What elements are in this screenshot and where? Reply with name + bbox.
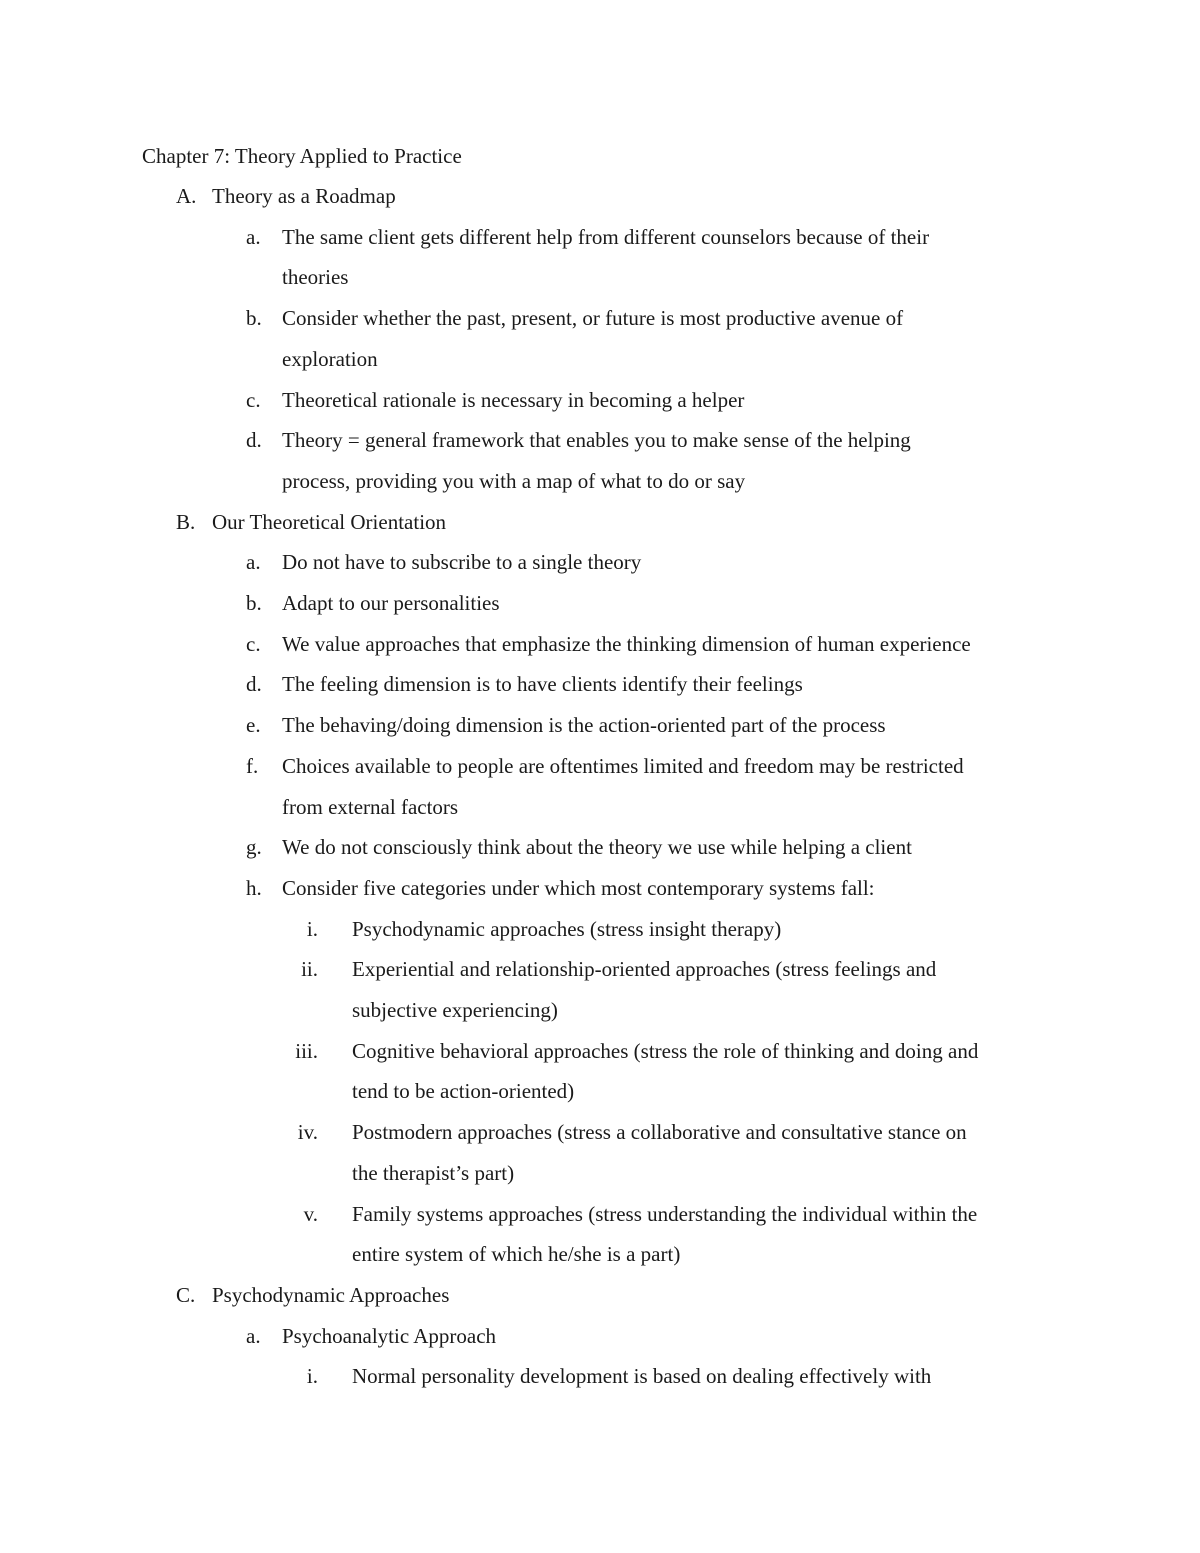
sublist-item-text: the therapist’s part) <box>352 1160 515 1185</box>
list-item-marker: f. <box>246 753 259 778</box>
list-item-text: Consider five categories under which most contemporary systems fall: <box>282 875 875 900</box>
list-item-text: Theoretical rationale is necessary in becoming a helper <box>282 387 745 412</box>
sublist-item-marker: ii. <box>301 957 318 982</box>
list-item-text: Adapt to our personalities <box>282 591 500 615</box>
list-item-marker: d. <box>246 672 262 697</box>
sublist-item-text: Psychodynamic approaches (stress insight therapy) <box>352 916 782 941</box>
list-item-text: We do not consciously think about the theory we use while helping a client <box>282 835 912 860</box>
sublist-item-text: tend to be action-oriented) <box>352 1079 575 1104</box>
sublist-item-text: subjective experiencing) <box>352 998 558 1022</box>
list-item-marker: a. <box>246 550 261 575</box>
list-item-marker: c. <box>246 387 261 412</box>
list-item-text: Do not have to subscribe to a single theory <box>282 550 642 575</box>
sublist-item-marker: i. <box>306 916 318 941</box>
list-item-marker: h. <box>246 875 262 900</box>
sublist-item-marker: iii. <box>295 1038 318 1063</box>
document-title: Chapter 7: Theory Applied to Practice <box>142 144 462 168</box>
sublist-item-text: Family systems approaches (stress understanding the individual within the <box>352 1201 978 1226</box>
section-marker: B. <box>176 509 196 534</box>
sublist-item-marker: i. <box>306 1364 318 1389</box>
list-item-text: Theory = general framework that enables you to make sense of the helping <box>282 428 911 453</box>
list-item-text: Choices available to people are oftentimes limited and freedom may be restricted <box>282 753 964 778</box>
list-item-marker: e. <box>246 713 261 738</box>
list-item-text: The behaving/doing dimension is the action-oriented part of the process <box>282 713 886 738</box>
list-item-marker: g. <box>246 835 262 860</box>
list-item-text: The same client gets different help from different counselors because of their <box>282 224 930 249</box>
sublist-item-text: Normal personality development is based on dealing effectively with <box>352 1364 932 1389</box>
list-item-marker: a. <box>246 1323 261 1348</box>
list-item-marker: a. <box>246 224 261 249</box>
sublist-item-marker: v. <box>303 1201 318 1226</box>
list-item-text: exploration <box>282 346 378 371</box>
list-item-marker: b. <box>246 591 262 615</box>
sublist-item-text: Experiential and relationship-oriented approaches (stress feelings and <box>352 957 937 982</box>
list-item-text: Psychoanalytic Approach <box>282 1323 497 1348</box>
list-item-text: Consider whether the past, present, or future is most productive avenue of <box>282 306 904 331</box>
list-item-text: theories <box>282 265 349 290</box>
sublist-item-text: Postmodern approaches (stress a collaborative and consultative stance on <box>352 1120 967 1145</box>
list-item-text: We value approaches that emphasize the thinking dimension of human experience <box>282 631 971 656</box>
section-heading: Psychodynamic Approaches <box>212 1282 450 1307</box>
sublist-item-marker: iv. <box>297 1120 318 1145</box>
section-marker: C. <box>176 1282 196 1307</box>
sublist-item-text: Cognitive behavioral approaches (stress the role of thinking and doing and <box>352 1038 979 1063</box>
list-item-marker: b. <box>246 306 262 331</box>
list-item-marker: c. <box>246 631 261 656</box>
list-item-text: from external factors <box>282 794 459 819</box>
section-heading: Theory as a Roadmap <box>212 184 396 208</box>
section-marker: A. <box>176 184 197 208</box>
sublist-item-text: entire system of which he/she is a part) <box>352 1242 681 1267</box>
section-heading: Our Theoretical Orientation <box>212 509 447 534</box>
list-item-text: process, providing you with a map of what to do or say <box>282 468 746 493</box>
list-item-marker: d. <box>246 428 262 453</box>
list-item-text: The feeling dimension is to have clients identify their feelings <box>282 672 803 697</box>
